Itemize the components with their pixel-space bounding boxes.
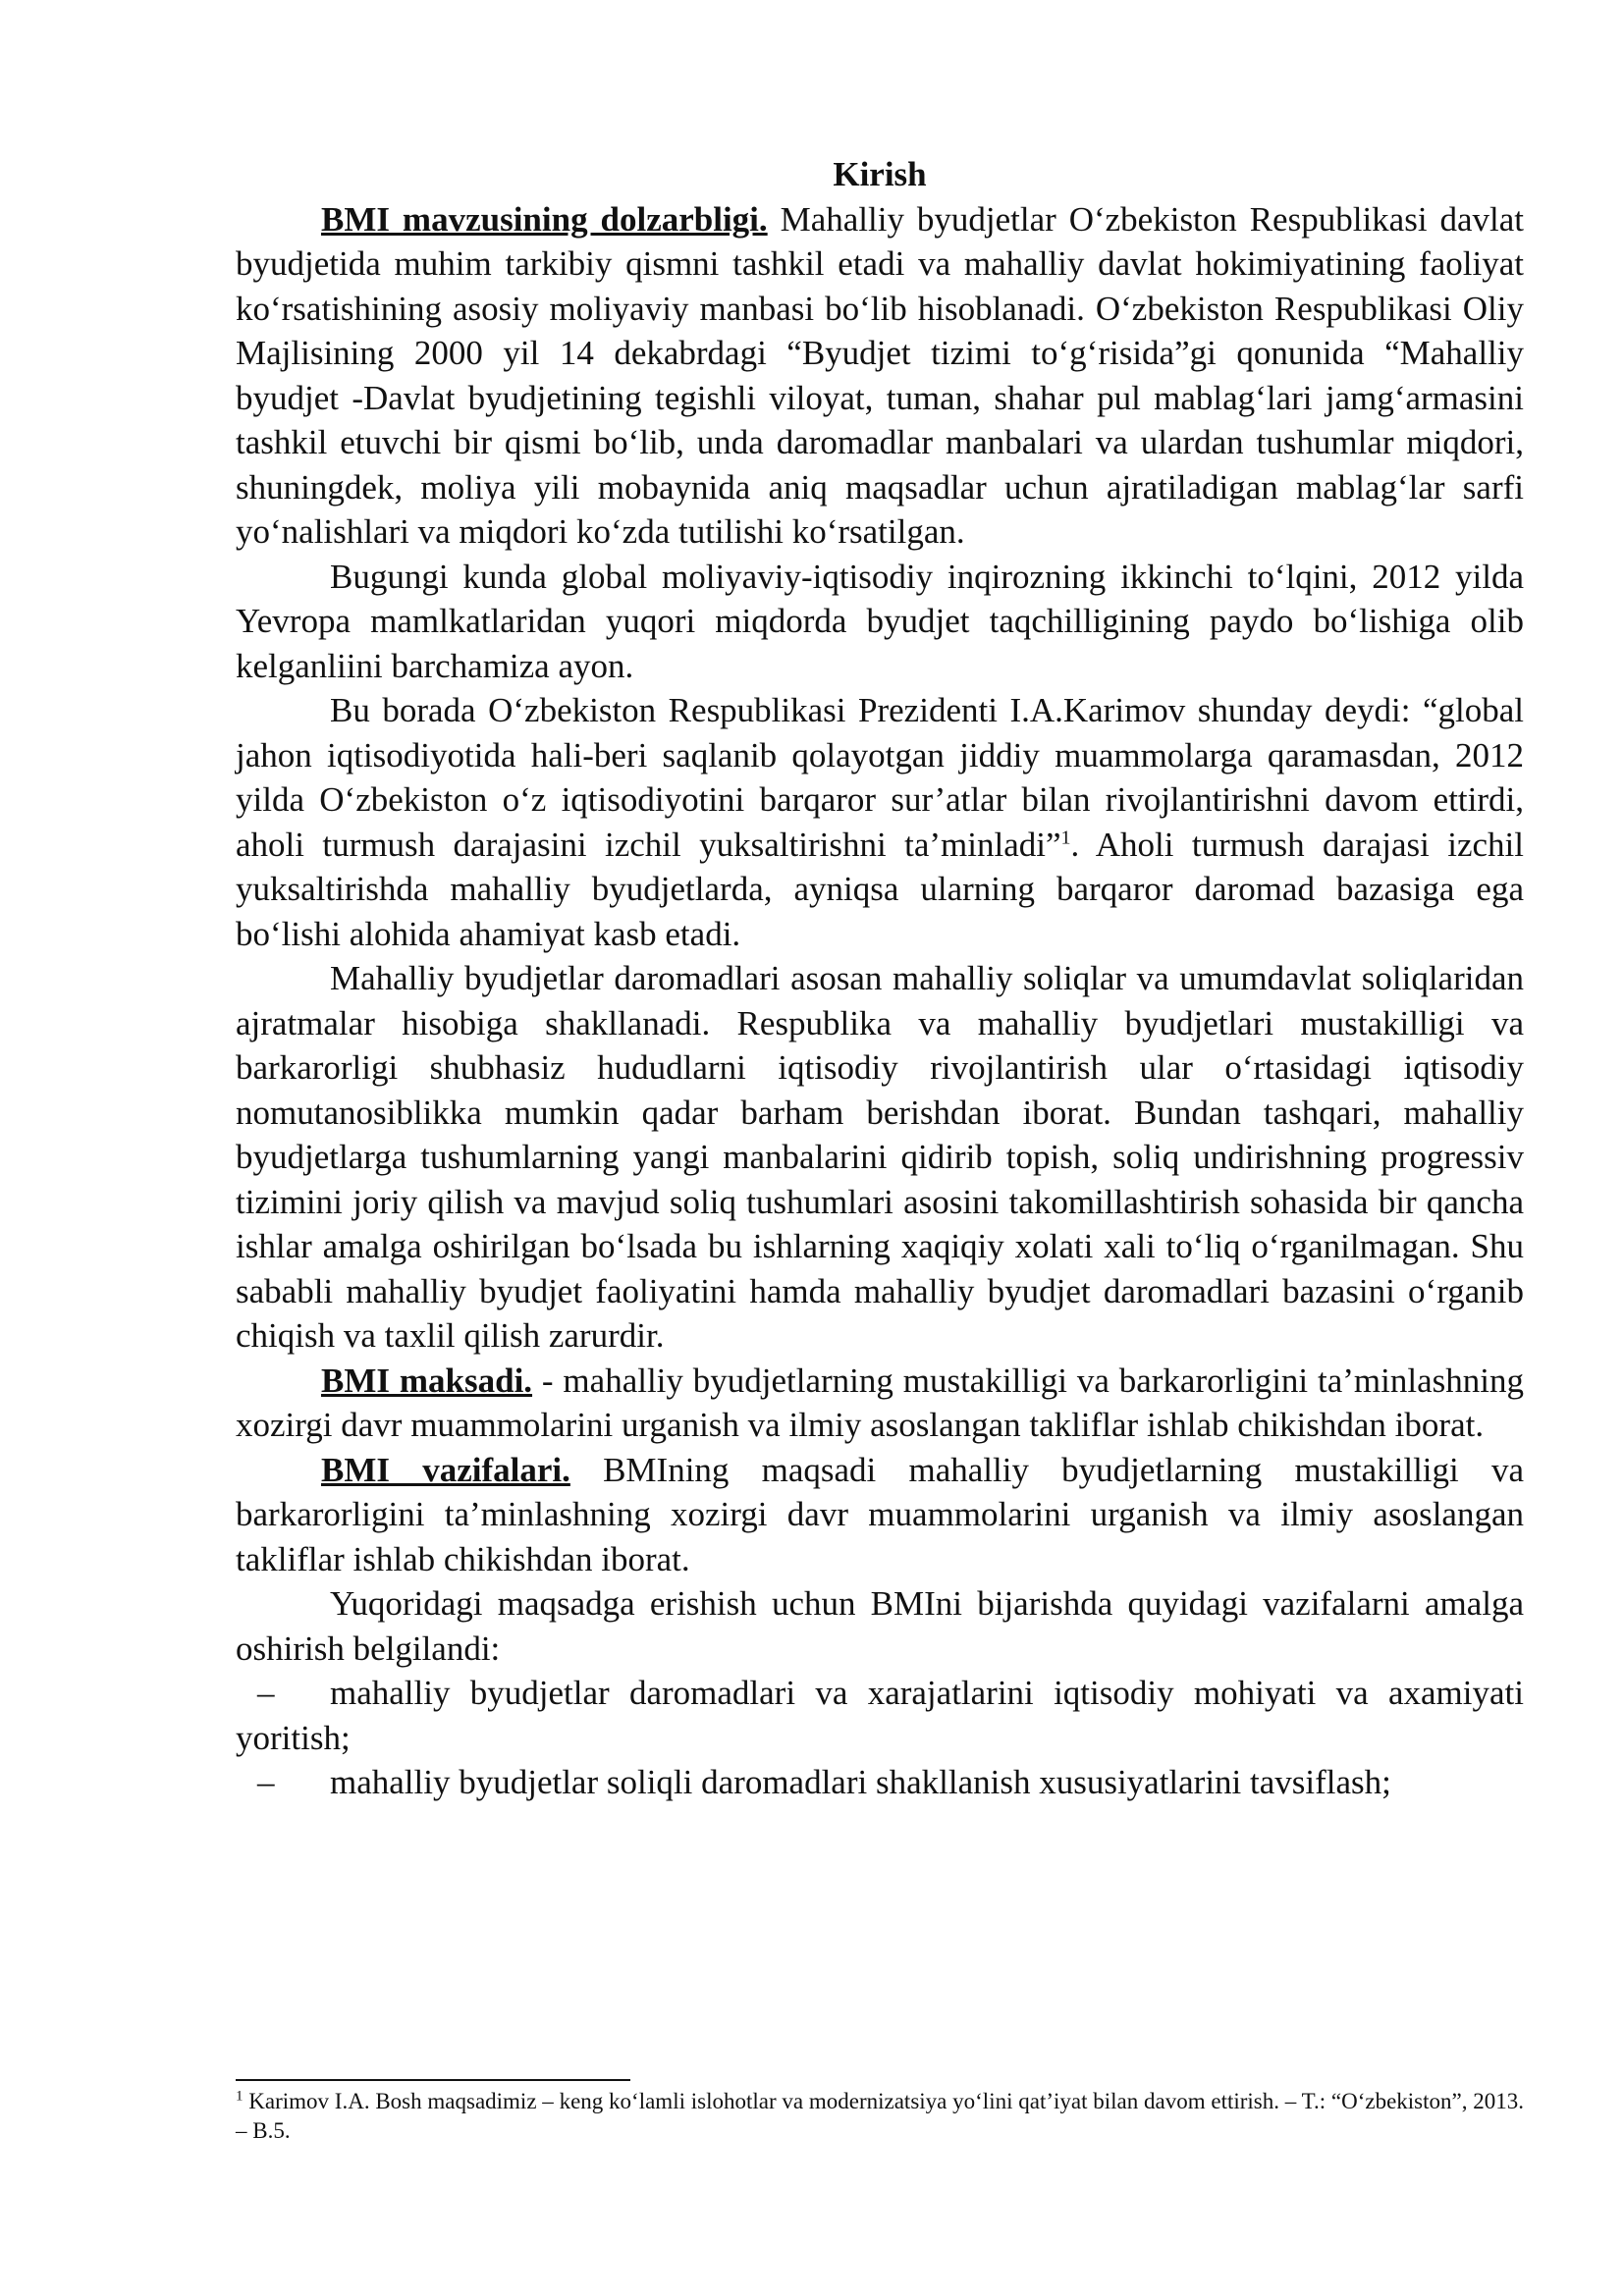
list-item [236,1760,1524,1805]
heading-relevance: BMI mavzusining dolzarbligi. [321,199,768,239]
paragraph-relevance [236,197,1524,555]
paragraph-text: Mahalliy byudjetlar O‘zbekiston Respublikasi davlat byudjetida muhim tarkibiy qismni tashkil etadi va mahalliy davlat hokimiyatining faoliyat ko‘rsatishining asosiy moliyaviy manbasi bo‘lib hisoblanadi. O‘zbekiston Respublikasi Oliy Majlisining 2000 yil 14 dekabrdagi “Byudjet tizimi to‘g‘risida”gi qonunida “Mahalliy byudjet -Davlat byudjetining tegishli viloyat, tuman, shahar pul mablag‘lari jamg‘armasini tashkil etuvchi bir qismi bo‘lib, unda daromadlar manbalari va ulardan tushumlar miqdori, shuningdek, moliya yili mobaynida aniq maqsadlar uchun ajratiladigan mablag‘lar sarfi yo‘nalishlari va miqdori ko‘zda tutilishi ko‘rsatilgan. [236,199,1524,551]
footnote-separator [236,2079,630,2081]
section-title: Kirish [833,155,927,193]
footnote-number: 1 [236,2088,244,2105]
paragraph-revenues: Mahalliy byudjetlar daromadlari asosan mahalliy soliqlar va umumdavlat soliqlaridan ajratmalar hisobiga shakllanadi. Respublika va mahalliy byudjetlari mustakilligi va barkarorligi shubhasiz hududlarni iqtisodiy rivojlantirish ular o‘rtasidagi iqtisodiy nomutanosiblikka mumkin qadar barham berishdan iborat. Bundan tashqari, mahalliy byudjetlarga tushumlarning yangi manbalarini qidirib topish, soliq undirishning progressiv tizimini joriy qilish va mavjud soliq tushumlari asosini takomillashtirish sohasida bir qancha ishlar amalga oshirilgan bo‘lsada bu ishlarning xaqiqiy xolati xali to‘liq o‘rganilmagan. Shu sababli mahalliy byudjet faoliyatini hamda mahalliy byudjet daromadlari bazasini o‘rganib chiqish va taxlil qilish zarurdir. [236,959,1524,1355]
dash-bullet: – [257,1674,275,1712]
footnote [236,2087,1524,2146]
quote-text: Bu borada O‘zbekiston Respublikasi Prezidenti I.A.Karimov shunday deydi: “global jahon iqtisodiyotida hali-beri saqlanib qolayotgan jiddiy muammolarga qaramasdan, 2012 yilda O‘zbekiston o‘z iqtisodiyotini barqaror sur’atlar bilan rivojlantirishni davom ettirdi, aholi turmush darajasini izchil yuksaltirishni ta’minladi” [236,691,1524,864]
paragraph-text: BMIning maqsadi mahalliy byudjetlarning mustakilligi va barkarorligini ta’minlashning xozirgi davr muammolarini urganish va ilmiy asoslangan takliflar ishlab chikishdan iborat. [236,1450,1524,1578]
list-item-text: mahalliy byudjetlar daromadlari va xarajatlarini iqtisodiy mohiyati va axamiyati yoritish; [236,1674,1524,1757]
paragraph-president-quote [236,688,1524,956]
document-page [236,152,1524,1805]
paragraph-text: - mahalliy byudjetlarning mustakilligi va barkarorligini ta’minlashning xozirgi davr muammolarini urganish va ilmiy asoslangan takliflar ishlab chikishdan iborat. [236,1361,1524,1444]
list-item-text: mahalliy byudjetlar soliqli daromadlari shakllanish xususiyatlarini tavsiflash; [330,1763,1391,1801]
paragraph-crisis: Bugungi kunda global moliyaviy-iqtisodiy inqirozning ikkinchi to‘lqini, 2012 yilda Yevropa mamlkatlaridan yuqori miqdorda byudjet taqchilligining paydo bo‘lishiga olib kelganliini barchamiza ayon. [236,557,1524,685]
paragraph-goal [236,1359,1524,1448]
list-item [236,1671,1524,1760]
heading-goal: BMI maksadi. [321,1361,533,1400]
paragraph-tasks-intro: Yuqoridagi maqsadga erishish uchun BMIni bijarishda quyidagi vazifalarni amalga oshirish belgilandi: [236,1584,1524,1668]
dash-bullet: – [257,1763,275,1801]
footnote-reference: 1 [1060,826,1071,848]
heading-tasks: BMI vazifalari. [321,1450,570,1489]
paragraph-text: . Aholi turmush darajasi izchil yuksaltirishda mahalliy byudjetlarda, ayniqsa ularning barqaror daromad bazasiga ega bo‘lishi alohida ahamiyat kasb etadi. [236,825,1524,953]
paragraph-tasks [236,1448,1524,1582]
footnote-text: Karimov I.A. Bosh maqsadimiz – keng ko‘lamli islohotlar va modernizatsiya yo‘lini qat’iyat bilan davom ettirish. – T.: “O‘zbekiston”, 2013. – B.5. [236,2089,1524,2143]
